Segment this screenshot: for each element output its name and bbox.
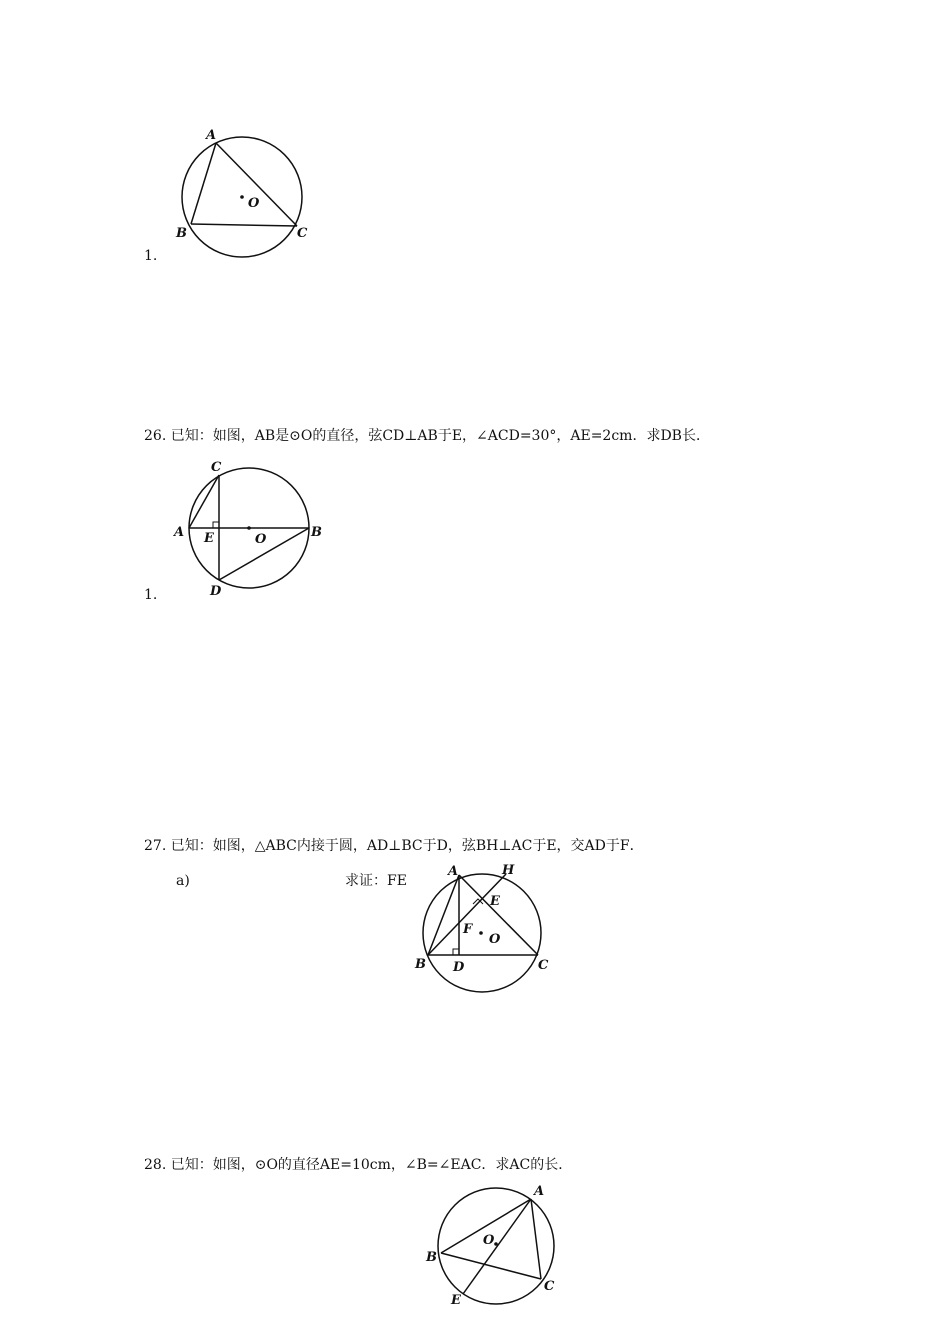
figure-2-number: 1.: [144, 587, 158, 603]
label-a: A: [174, 525, 185, 540]
label-a: A: [206, 128, 217, 143]
segment-ab: [191, 143, 216, 224]
label-e: E: [490, 894, 500, 909]
label-b: B: [426, 1250, 437, 1265]
label-o: O: [248, 196, 260, 211]
label-h: H: [502, 863, 515, 878]
segment-bc: [441, 1253, 541, 1279]
figure-1-number: 1.: [144, 248, 158, 264]
label-c: C: [538, 958, 549, 973]
segment-ab: [428, 875, 459, 955]
label-e: E: [451, 1293, 461, 1308]
label-a: A: [448, 864, 459, 879]
question-27-sub-text: 求证：FE: [345, 873, 407, 889]
label-d: D: [210, 584, 222, 599]
segment-ac: [531, 1199, 541, 1279]
label-c: C: [297, 226, 308, 241]
figure-2-diameter-chord: [170, 458, 330, 603]
question-27: 27. 已知：如图，△ABC内接于圆，AD⊥BC于D，弦BH⊥AC于E，交AD于F．: [144, 838, 644, 854]
label-e: E: [204, 531, 214, 546]
label-o: O: [483, 1233, 495, 1248]
diameter-ae: [463, 1199, 531, 1294]
label-c: C: [211, 460, 222, 475]
segment-bc: [191, 224, 297, 226]
label-d: D: [453, 960, 465, 975]
label-a: A: [534, 1184, 545, 1199]
center-point: [479, 931, 483, 935]
question-28: 28. 已知：如图，⊙O的直径AE=10cm，∠B=∠EAC．求AC的长．: [144, 1157, 573, 1173]
label-b: B: [415, 957, 426, 972]
label-f: F: [463, 922, 473, 937]
label-o: O: [489, 932, 501, 947]
label-o: O: [255, 532, 267, 547]
figure-3-triangle-altitudes: [410, 860, 560, 1000]
figure-1-circle-triangle: [170, 125, 320, 265]
right-angle-mark-d: [453, 949, 459, 955]
question-27-sub-label: a): [176, 873, 190, 889]
segment-ac: [189, 475, 219, 528]
center-point: [240, 195, 244, 199]
label-c: C: [544, 1279, 555, 1294]
center-point: [494, 1242, 498, 1246]
label-b: B: [311, 525, 322, 540]
question-26: 26. 已知：如图，AB是⊙O的直径，弦CD⊥AB于E，∠ACD=30°，AE=2cm．求DB长．: [144, 428, 710, 444]
figure-4-diameter-ae: [420, 1176, 570, 1311]
center-point: [247, 526, 251, 530]
label-b: B: [176, 226, 187, 241]
right-angle-mark: [213, 522, 219, 528]
